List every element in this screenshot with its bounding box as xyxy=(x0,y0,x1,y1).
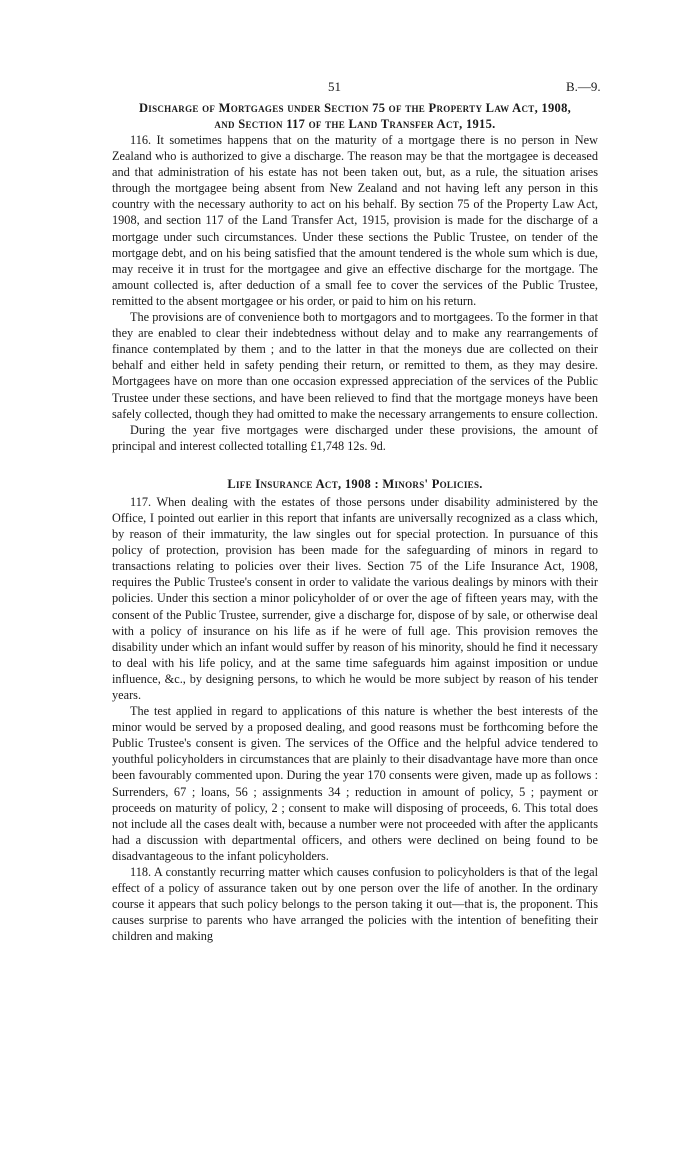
section-heading-line: Discharge of Mortgages under Section 75 of the Property Law Act, 1908, xyxy=(138,101,572,115)
paragraph-118: 118. A constantly recurring matter which causes confusion to policyholders is that of the legal effect of a policy of assurance taken out by one person over the life of another. In the ordinary course it appears that such policy belongs to the person taking it out—that is, the proponent. This causes surprise to parents who have arranged the policies with the intention of benefiting their children and making xyxy=(112,865,598,944)
page-body xyxy=(112,100,598,945)
section-heading-mortgages xyxy=(112,100,598,132)
page-header xyxy=(0,79,700,99)
paragraph-test-applied: The test applied in regard to applications of this nature is whether the best interests of the minor would be served by a proposed dealing, and good reasons must be forthcoming before the Public Trustee's consent is given. The services of the Office and the helpful advice tendered to youthful policyholders in circumstances that are plainly to their disadvantage have more than once been favourably commented upon. During the year 170 consents were given, made up as follows : Surrenders, 67 ; loans, 56 ; assignments 34 ; reduction in amount of policy, 5 ; payment or proceeds on maturity of policy, 2 ; consent to make will disposing of proceeds, 6. This total does not include all the cases dealt with, because a number were not proceeded with after the applicants had a discussion with departmental officers, and others were declined on being found to be disadvantageous to the infant policyholders. xyxy=(112,704,598,863)
paragraph-provisions: The provisions are of convenience both to mortgagors and to mortgagees. To the former in that they are enabled to clear their indebtedness without delay and to make any rearrangements of finance contemplated by them ; and to the latter in that the moneys due are collected on their behalf and either held in safety pending their return, or remitted to them, as they may desire. Mortgagees have on more than one occasion expressed appreciation of the services of the Public Trustee under these sections, and have been relieved to find that the mortgage moneys have been safely collected, though they had omitted to make the necessary arrangements to ensure collection. xyxy=(112,310,598,421)
paragraph-year-mortgages: During the year five mortgages were discharged under these provisions, the amount of principal and interest collected totalling £1,748 12s. 9d. xyxy=(112,422,598,453)
document-reference: B.—9. xyxy=(566,79,601,94)
page-number: 51 xyxy=(328,79,341,94)
paragraph-116: 116. It sometimes happens that on the maturity of a mortgage there is no person in New Zealand who is authorized to give a discharge. The reason may be that the mortgagee is deceased and that administration of his estate has not been taken out, but, as a rule, the situation arises through the mortgagee being absent from New Zealand and not having left any person in this country with the necessary authority to act on his behalf. By section 75 of the Property Law Act, 1908, and section 117 of the Land Transfer Act, 1915, provision is made for the discharge of a mortgage under such circumstances. Under these sections the Public Trustee, on tender of the mortgage debt, and on his being satisfied that the amount tendered is the whole sum which is due, may receive it in trust for the mortgagee and give an effective discharge for the mortgage. The amount collected is, after deduction of a small fee to cover the services of the Public Trustee, remitted to the absent mortgagee or his order, or paid to him on his return. xyxy=(112,133,598,308)
section-heading-line: and Section 117 of the Land Transfer Act, 1915. xyxy=(214,117,496,131)
section-heading-life-insurance: Life Insurance Act, 1908 : Minors' Policies. xyxy=(227,476,483,491)
paragraph-117: 117. When dealing with the estates of those persons under disability administered by the Office, I pointed out earlier in this report that infants are universally recognized as a class which, by reason of their immaturity, the law singles out for special protection. In pursuance of this policy of protection, provision has been made for the safeguarding of minors in regard to transactions relating to policies over their lives. Section 75 of the Life Insurance Act, 1908, requires the Public Trustee's consent in order to validate the various dealings by minors with their policies. Under this section a minor policyholder of or over the age of fifteen years may, with the consent of the Public Trustee, surrender, give a discharge for, dispose of by sale, or otherwise deal with a policy of insurance on his life as if he were of full age. This provision removes the disability under which an infant would suffer by reason of his minority, should he find it necessary to deal with his life policy, and at the same time safeguards him against imposition or undue influence, &c., by designing persons, to which he would be more subject by reason of his tender years. xyxy=(112,494,598,702)
